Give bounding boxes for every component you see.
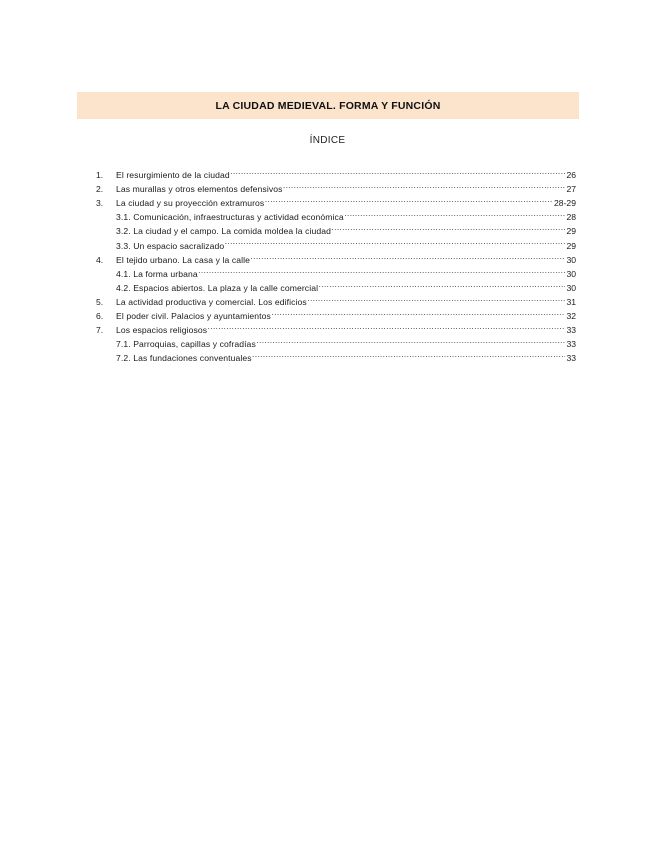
toc-entry-label: 3.2. La ciudad y el campo. La comida moldea la ciudad [116,226,332,237]
toc-entry-number: 1. [96,170,104,181]
toc-entry-number: 3. [96,198,104,209]
toc-entry-label: La ciudad y su proyección extramuros [116,198,265,209]
toc-entry[interactable] [96,206,576,223]
toc-entry-number: 2. [96,184,104,195]
toc-entry-label: 4.1. La forma urbana [116,268,198,279]
toc-entry-label: El poder civil. Palacios y ayuntamientos [116,311,271,322]
toc-dot-leader [318,277,565,291]
toc-dot-leader [283,178,566,192]
toc-entry-label: La actividad productiva y comercial. Los edificios [116,296,307,307]
toc-dot-leader [252,347,566,361]
toc-dot-leader [224,234,565,248]
toc-entry-label: El resurgimiento de la ciudad [116,170,230,181]
toc-entry-number: 6. [96,311,104,322]
toc-entry[interactable] [96,164,576,181]
toc-dot-leader [207,319,565,333]
toc-entry-label: 3.3. Un espacio sacralizado [116,240,225,251]
toc-entry[interactable] [96,234,576,251]
toc-entry-page: 27 [566,184,576,195]
toc-entry-page: 32 [566,311,576,322]
toc-entry[interactable] [96,347,576,364]
toc-entry-label: 7.1. Parroquias, capillas y cofradías [116,339,256,350]
toc-entry[interactable] [96,263,576,277]
toc-entry[interactable] [96,220,576,237]
toc-entry[interactable] [96,333,576,350]
toc-dot-leader [264,192,553,206]
toc-dot-leader [271,305,565,319]
toc-dot-leader [230,164,566,178]
toc-entry[interactable] [96,305,576,322]
toc-dot-leader [331,220,565,234]
toc-entry-page: 30 [566,254,576,265]
title-banner [77,92,579,119]
toc-entry[interactable] [96,192,576,209]
toc-entry-page: 33 [566,339,576,350]
toc-entry-number: 5. [96,296,104,307]
index-heading: ÍNDICE [309,135,346,146]
toc-entry-page: 28-29 [554,198,576,209]
toc-entry-page: 30 [566,282,576,293]
toc-entry-page: 28 [566,212,576,223]
toc-entry[interactable] [96,319,576,336]
table-of-contents [96,164,576,364]
toc-entry-label: 7.2. Las fundaciones conventuales [116,353,252,364]
toc-entry-label: 4.2. Espacios abiertos. La plaza y la calle comercial [116,282,319,293]
toc-entry-label: 3.1. Comunicación, infraestructuras y actividad económica [116,212,344,223]
toc-dot-leader [307,291,566,305]
toc-dot-leader [250,249,565,263]
toc-entry-label: El tejido urbano. La casa y la calle [116,254,251,265]
document-title: LA CIUDAD MEDIEVAL. FORMA Y FUNCIÓN [215,99,441,112]
toc-entry-label: Los espacios religiosos [116,325,208,336]
toc-entry-label: Las murallas y otros elementos defensivos [116,184,283,195]
toc-entry-page: 30 [566,268,576,279]
toc-entry[interactable] [96,291,576,305]
toc-entry-page: 29 [566,226,576,237]
toc-dot-leader [256,333,566,347]
toc-entry[interactable] [96,277,576,291]
toc-entry-number: 7. [96,325,104,336]
toc-entry[interactable] [96,249,576,263]
toc-entry-page: 26 [566,170,576,181]
toc-entry[interactable] [96,178,576,195]
toc-entry-page: 33 [566,353,576,364]
toc-dot-leader [198,263,566,277]
toc-entry-page: 31 [566,296,576,307]
toc-entry-page: 29 [566,240,576,251]
toc-entry-page: 33 [566,325,576,336]
toc-dot-leader [344,206,566,220]
toc-entry-number: 4. [96,254,104,265]
